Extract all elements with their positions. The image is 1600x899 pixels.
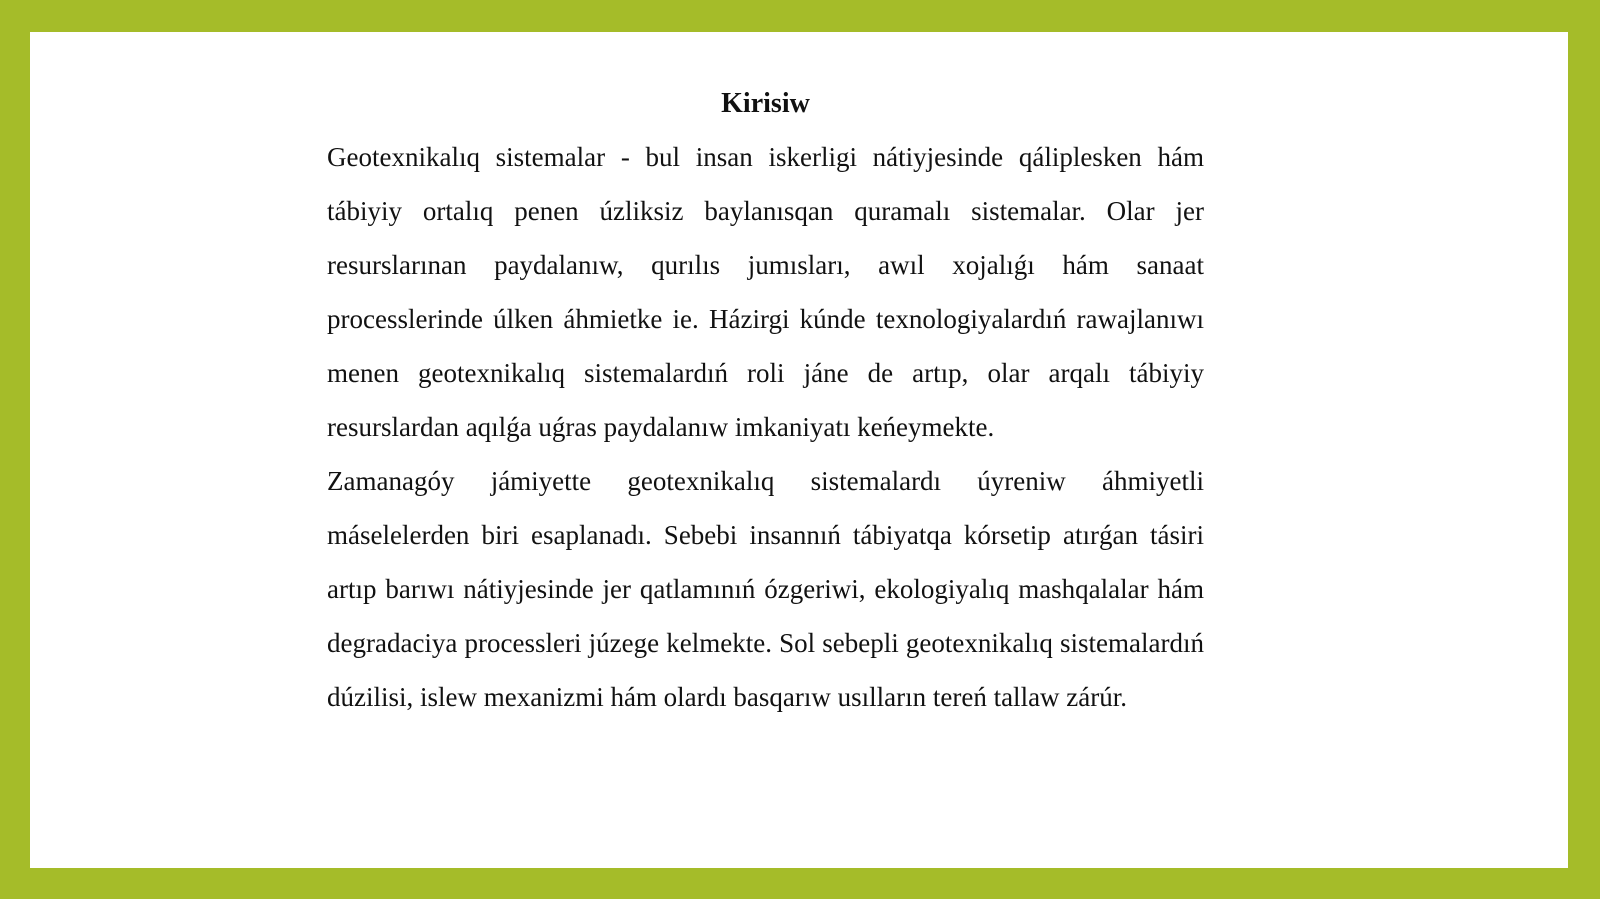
paragraph-1: Geotexnikalıq sistemalar - bul insan iskerligi nátiyjesinde qáliplesken hám tábiyiy ortalıq penen úzliksiz baylanısqan quramalı sistemalar. Olar jer resurslarınan paydalanıw, qurılıs jumısları, awıl xojalıǵı hám sanaat processlerinde úlken áhmietke ie. Házirgi kúnde texnologiyalardıń rawajlanıwı menen geotexnikalıq sistemalardıń roli jáne de artıp, olar arqalı tábiyiy resurslardan aqılǵa uǵras paydalanıw imkaniyatı keńeymekte. <box>327 142 1204 442</box>
slide-page <box>30 32 1568 868</box>
document-title: Kirisiw <box>721 88 810 119</box>
document-body <box>327 84 1204 724</box>
paragraph-2: Zamanagóy jámiyette geotexnikalıq sistemalardı úyreniw áhmiyetli máselelerden biri esaplanadı. Sebebi insannıń tábiyatqa kórsetip atırǵan tásiri artıp barıwı nátiyjesinde jer qatlamınıń ózgeriwi, ekologiyalıq mashqalalar hám degradaciya processleri júzege kelmekte. Sol sebepli geotexnikalıq sistemalardıń dúzilisi, islew mexanizmi hám olardı basqarıw usılların tereń tallaw zárúr. <box>327 466 1204 712</box>
